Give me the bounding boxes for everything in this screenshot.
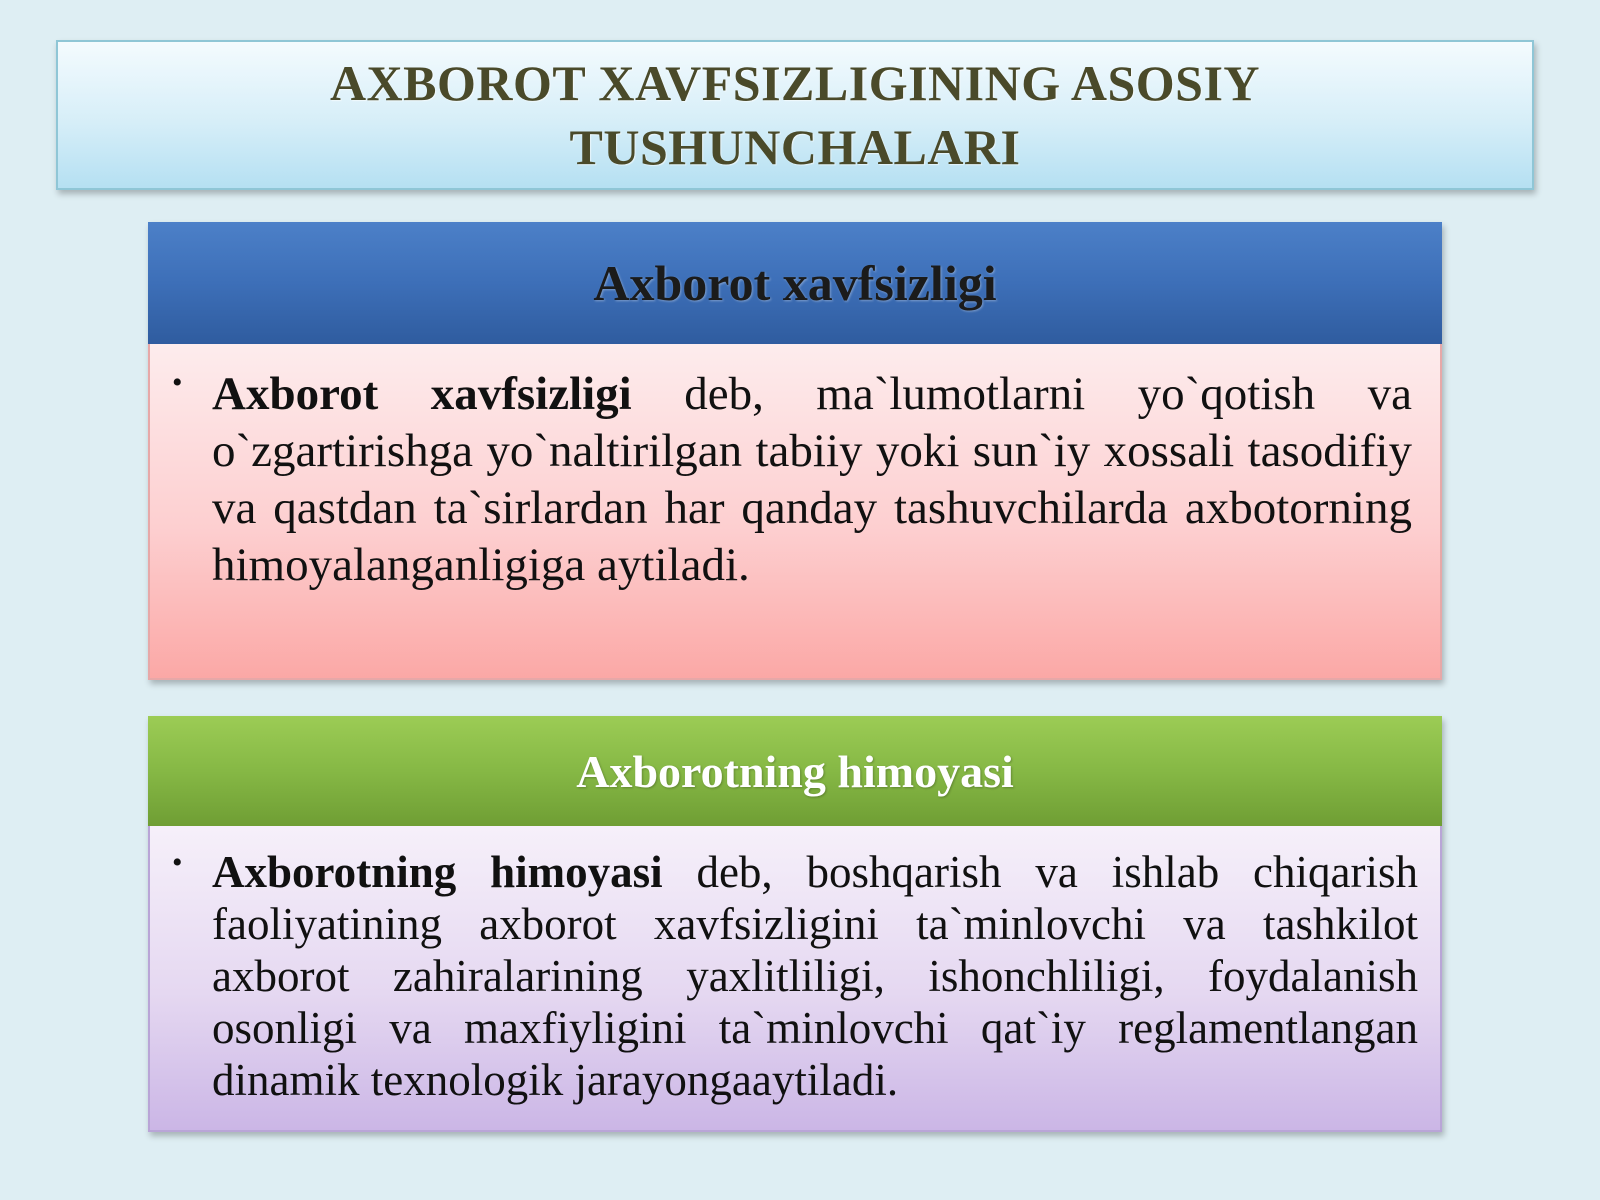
definition-text: deb, boshqarish va ishlab chiqarish faoliyatining axborot xavfsizligini ta`minlovchi va tashkilot axborot zahiralarining yaxlitliligi, ishonchliligi, foydalanish osonligi va maxfiyligini ta`minlovchi qat`iy reglamentlangan dinamik texnologik jarayongaaytiladi. — [212, 847, 1418, 1105]
definition-paragraph — [212, 846, 1418, 1106]
definition-paragraph — [212, 366, 1412, 594]
bullet-point: • — [172, 846, 183, 879]
section-axborotning-himoyasi — [148, 716, 1442, 1132]
section-axborot-xavfsizligi — [148, 222, 1442, 680]
definition-text: deb, ma`lumotlarni yo`qotish va o`zgartirishga yo`naltirilgan tabiiy yoki sun`iy xossali tasodifiy va qastdan ta`sirlardan har qanday tashuvchilarda axbotorning himoyalanganligiga aytiladi. — [212, 368, 1413, 591]
section-body — [148, 826, 1442, 1132]
bullet-point: • — [172, 366, 183, 399]
section-body — [148, 344, 1442, 680]
slide-title-box — [56, 40, 1534, 190]
definition-term: Axborotning himoyasi — [212, 847, 663, 897]
definition-term: Axborot xavfsizligi — [212, 368, 632, 420]
section-header: Axborot xavfsizligi — [148, 222, 1442, 344]
section-header: Axborotning himoyasi — [148, 716, 1442, 826]
slide-title: AXBOROT XAVFSIZLIGINING ASOSIY TUSHUNCHALARI — [329, 55, 1261, 175]
